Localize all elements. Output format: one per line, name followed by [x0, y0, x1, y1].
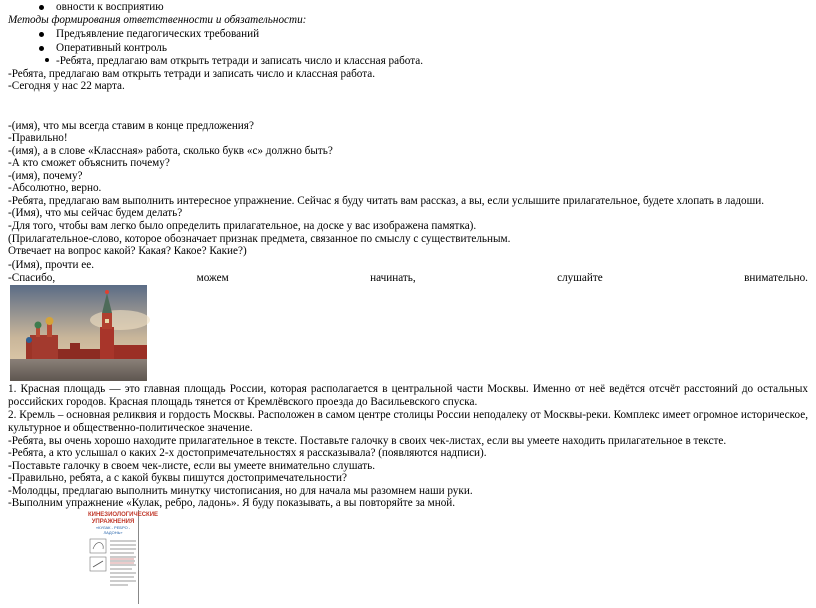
bullet-dot	[39, 32, 44, 37]
method-item: Предъявление педагогических требований	[56, 28, 260, 40]
text-line: -(имя), а в слове «Классная» работа, сколько букв «с» должно быть?	[8, 145, 333, 157]
paragraph-red-square: 1. Красная площадь — это главная площадь России, которая располагается в центральной части Москвы. Именно от неё ведётся отсчёт расстояний до остальных российских городов. Красная площадь тянется от Кремлёвского проезда до Васильевского спуска.	[8, 383, 808, 408]
bullet-text: овности к восприятию	[56, 1, 164, 13]
bullet-dot	[39, 5, 44, 10]
text-line: -Ребята, а кто услышал о каких 2-х достопримечательностях я рассказывала? (появляются надписи).	[8, 447, 487, 459]
word: внимательно.	[744, 272, 808, 284]
text-line: -А кто сможет объяснить почему?	[8, 157, 170, 169]
word: можем	[196, 272, 229, 284]
text-line: -Молодцы, предлагаю выполнить минутку чистописания, но для начала мы разомнем наши руки.	[8, 485, 473, 497]
text-line: -Сегодня у нас 22 марта.	[8, 80, 125, 92]
paragraph-kremlin: 2. Кремль – основная реликвия и гордость Москвы. Расположен в самом центре столицы России неподалеку от Москвы-реки. Комплекс имеет огромное историческое, культурное и общественно-политическое значение.	[8, 409, 808, 434]
poster-subtitle: «КУЛАК - РЕБРО - ЛАДОНЬ»	[95, 525, 131, 535]
methods-heading: Методы формирования ответственности и обязательности:	[8, 14, 307, 26]
exercise-poster	[88, 510, 159, 604]
text-line: -Выполним упражнение «Кулак, ребро, ладонь». Я буду показывать, а вы повторяйте за мной.	[8, 497, 456, 509]
word: слушайте	[557, 272, 603, 284]
method-item: Оперативный контроль	[56, 42, 167, 54]
text-line: -Поставьте галочку в своем чек-листе, если вы умеете внимательно слушать.	[8, 460, 375, 472]
poster-title: КИНЕЗИОЛОГИЧЕСКИЕ УПРАЖНЕНИЯ	[88, 512, 159, 525]
text-line: -(Имя), прочти ее.	[8, 259, 94, 271]
small-bullet-line: -Ребята, предлагаю вам открыть тетради и записать число и классная работа.	[56, 55, 424, 67]
text-line: -Правильно, ребята, а с какой буквы пишутся достопримечательности?	[8, 472, 347, 484]
red-square-photo	[10, 285, 147, 381]
word: начинать,	[370, 272, 416, 284]
bullet-dot	[39, 46, 44, 51]
text-line: Отвечает на вопрос какой? Какая? Какое? Какие?)	[8, 245, 247, 257]
text-line: -Абсолютно, верно.	[8, 182, 102, 194]
text-line: (Прилагательное-слово, которое обозначает признак предмета, связанное по смыслу с существительным.	[8, 233, 511, 245]
text-line: -(Имя), что мы сейчас будем делать?	[8, 207, 183, 219]
spaced-line	[8, 272, 808, 284]
text-line: -Ребята, предлагаю вам открыть тетради и записать число и классная работа.	[8, 68, 376, 80]
hand-illustration	[88, 535, 138, 605]
text-line: -Правильно!	[8, 132, 68, 144]
text-line: -(имя), почему?	[8, 170, 83, 182]
text-line: -(имя), что мы всегда ставим в конце предложения?	[8, 120, 254, 132]
text-line: -Ребята, предлагаю вам выполнить интересное упражнение. Сейчас я буду читать вам рассказ, а вы, если услышите прилагательное, будете хлопать в ладоши.	[8, 195, 765, 207]
word: -Спасибо,	[8, 272, 56, 284]
text-line: -Ребята, вы очень хорошо находите прилагательное в тексте. Поставьте галочку в своих чек-листах, если вы умеете находить прилагательное в тексте.	[8, 435, 727, 447]
text-line: -Для того, чтобы вам легко было определить прилагательное, на доске у вас изображена памятка).	[8, 220, 477, 232]
bullet-dot	[45, 58, 49, 62]
